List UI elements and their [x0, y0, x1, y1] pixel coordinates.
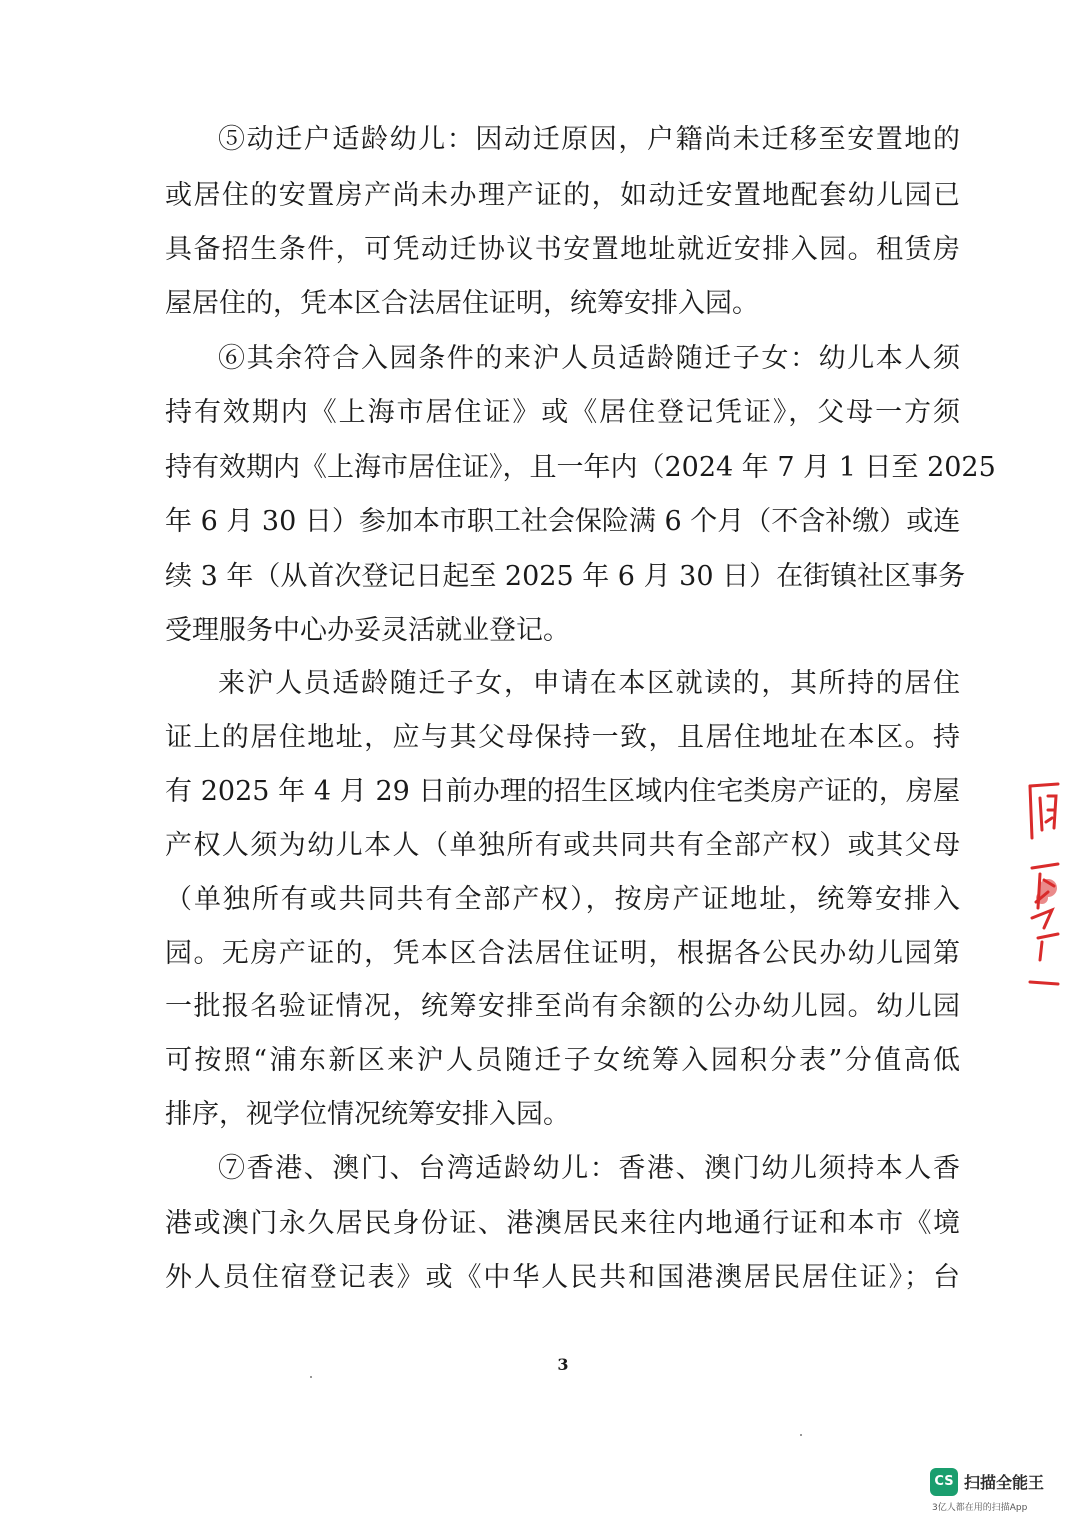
text-line: 一批报名验证情况，统筹安排至尚有余额的公办幼儿园。幼儿园	[165, 991, 960, 1022]
text-line: 持有效期内《上海市居住证》，且一年内（2024 年 7 月 1 日至 2025	[165, 452, 996, 483]
scan-speck	[310, 1376, 312, 1378]
text-line: ⑤动迁户适龄幼儿：因动迁原因，户籍尚未迁移至安置地的	[218, 124, 960, 155]
text-line: 外人员住宿登记表》或《中华人民共和国港澳居民居住证》；台	[165, 1262, 960, 1293]
text-line: 受理服务中心办妥灵活就业登记。	[165, 615, 570, 646]
text-line: ⑦香港、澳门、台湾适龄幼儿：香港、澳门幼儿须持本人香	[218, 1153, 960, 1184]
text-line: 或居住的安置房产尚未办理产证的，如动迁安置地配套幼儿园已	[165, 180, 960, 211]
text-line: 可按照“浦东新区来沪人员随迁子女统筹入园积分表”分值高低	[165, 1045, 960, 1076]
text-line: 有 2025 年 4 月 29 日前办理的招生区域内住宅类房产证的，房屋	[165, 776, 960, 807]
page-number: 3	[557, 1355, 569, 1374]
seal-stamp-fragment	[1018, 778, 1064, 990]
text-line: 持有效期内《上海市居住证》或《居住登记凭证》，父母一方须	[165, 397, 960, 428]
text-line: 年 6 月 30 日）参加本市职工社会保险满 6 个月（不含补缴）或连	[165, 506, 961, 537]
text-line: 港或澳门永久居民身份证、港澳居民来往内地通行证和本市《境	[165, 1208, 960, 1239]
text-line: 产权人须为幼儿本人（单独所有或共同共有全部产权）或其父母	[165, 830, 960, 861]
text-line: （单独所有或共同共有全部产权），按房产证地址，统筹安排入	[165, 884, 960, 915]
scan-speck	[800, 1434, 802, 1436]
text-line: 屋居住的，凭本区合法居住证明，统筹安排入园。	[165, 288, 759, 319]
watermark-tagline: 3亿人都在用的扫描App	[932, 1503, 1028, 1513]
scanner-watermark	[930, 1466, 1070, 1516]
text-line: 来沪人员适龄随迁子女，申请在本区就读的，其所持的居住	[218, 668, 960, 699]
cs-logo-icon: CS	[930, 1468, 958, 1496]
text-line: 排序，视学位情况统筹安排入园。	[165, 1099, 570, 1130]
text-line: 证上的居住地址，应与其父母保持一致，且居住地址在本区。持	[165, 722, 960, 753]
text-line: ⑥其余符合入园条件的来沪人员适龄随迁子女：幼儿本人须	[218, 343, 960, 374]
text-line: 园。无房产证的，凭本区合法居住证明，根据各公民办幼儿园第	[165, 938, 960, 969]
text-line: 具备招生条件，可凭动迁协议书安置地址就近安排入园。租赁房	[165, 234, 960, 265]
watermark-app-name: 扫描全能王	[964, 1473, 1045, 1492]
text-line: 续 3 年（从首次登记日起至 2025 年 6 月 30 日）在街镇社区事务	[165, 561, 966, 592]
